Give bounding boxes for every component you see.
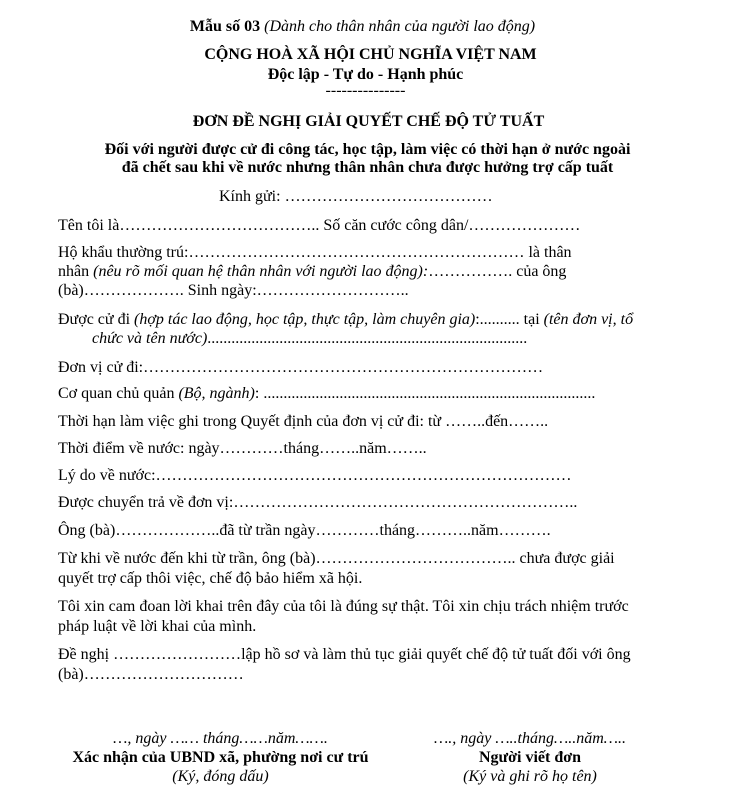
residence-line-2 (58, 263, 566, 281)
declaration-line-2: pháp luật về lời khai của mình. (58, 618, 257, 635)
dispatch-place-note: (tên đơn vị, tổ (543, 311, 634, 328)
relative-label: nhân (58, 263, 94, 280)
document-title: ĐƠN ĐỀ NGHỊ GIẢI QUYẾT CHẾ ĐỘ TỬ TUẤT (192, 113, 545, 130)
managing-agency-label: Cơ quan chủ quản (58, 385, 179, 402)
left-date-line: …, ngày …… tháng……năm……. (113, 730, 328, 747)
declaration-line-1: Tôi xin cam đoan lời khai trên đây của tôi là đúng sự thật. Tôi xin chịu trách nhiệm trước (58, 598, 629, 615)
transfer-unit-line: Được chuyển trả về đơn vị:……………………………………………………….. (58, 494, 578, 511)
unpaid-benefit-line-1: Từ khi về nước đến khi từ trần, ông (bà)……………………………….. chưa được giải (58, 550, 615, 567)
national-motto: Độc lập - Tự do - Hạnh phúc (267, 66, 464, 83)
request-line-2: (bà)………………………… (58, 666, 244, 683)
return-date-line: Thời điểm về nước: ngày…………tháng……..năm…….. (58, 440, 427, 457)
dispatch-line-1 (58, 311, 633, 329)
relationship-note: (nêu rõ mối quan hệ thân nhân với người lao động): (93, 263, 429, 280)
managing-agency-line (58, 385, 595, 403)
organization-blank: ................................................................................ (207, 330, 528, 347)
form-number: Mẫu số 03 (189, 18, 261, 35)
managing-agency-blank: : ................................................................................... (254, 385, 596, 402)
request-line-1: Đề nghị ……………………lập hồ sơ và làm thủ tục giải quyết chế độ tử tuất đối với ông (58, 646, 631, 663)
ubnd-signature-note: (Ký, đóng dấu) (172, 768, 269, 785)
ministry-note: (Bộ, ngành) (178, 385, 255, 402)
document-subtitle-line-1: Đối với người được cử đi công tác, học tập, làm việc có thời hạn ở nước ngoài (104, 141, 631, 158)
sending-unit-line: Đơn vị cử đi:………………………………………………………………… (58, 359, 544, 376)
applicant-title: Người viết đơn (479, 749, 581, 766)
form-note: (Dành cho thân nhân của người lao động) (264, 18, 536, 35)
document-subtitle-line-2: đã chết sau khi về nước nhưng thân nhân chưa được hưởng trợ cấp tuất (121, 159, 614, 176)
unpaid-benefit-line-2: quyết trợ cấp thôi việc, chế độ bảo hiểm xã hội. (58, 570, 363, 587)
organization-country-note: chức và tên nước) (92, 330, 208, 347)
dispatch-type-note: (hợp tác lao động, học tập, thực tập, làm chuyên gia) (134, 311, 476, 328)
dispatch-blank: :.......... tại (475, 311, 544, 328)
recipient-line: Kính gửi: ………………………………… (219, 188, 493, 205)
ubnd-confirmation-title: Xác nhận của UBND xã, phường nơi cư trú (72, 749, 369, 766)
death-date-line: Ông (bà)………………..đã từ trần ngày…………tháng………..năm………. (58, 522, 551, 539)
residence-line-1: Hộ khẩu thường trú:……………………………………………………… là thân (58, 244, 572, 261)
applicant-signature-note: (Ký và ghi rõ họ tên) (463, 768, 597, 785)
header-divider: --------------- (325, 82, 406, 99)
birth-date-line: (bà)………………. Sinh ngày:……………………….. (58, 282, 409, 299)
right-date-line: …., ngày …..tháng…..năm….. (433, 730, 626, 747)
dispatch-line-2 (92, 330, 527, 348)
form-number-line (0, 18, 738, 36)
work-term-line: Thời hạn làm việc ghi trong Quyết định của đơn vị cử đi: từ ……..đến…….. (58, 413, 549, 430)
relationship-blank: ……………. của ông (428, 263, 567, 280)
return-reason-line: Lý do về nước:…………………………………………………………………… (58, 467, 572, 484)
dispatch-label: Được cử đi (58, 311, 135, 328)
nation-name: CỘNG HOÀ XÃ HỘI CHỦ NGHĨA VIỆT NAM (204, 46, 537, 63)
name-id-line: Tên tôi là……………………………….. Số căn cước công dân/………………… (58, 217, 581, 234)
